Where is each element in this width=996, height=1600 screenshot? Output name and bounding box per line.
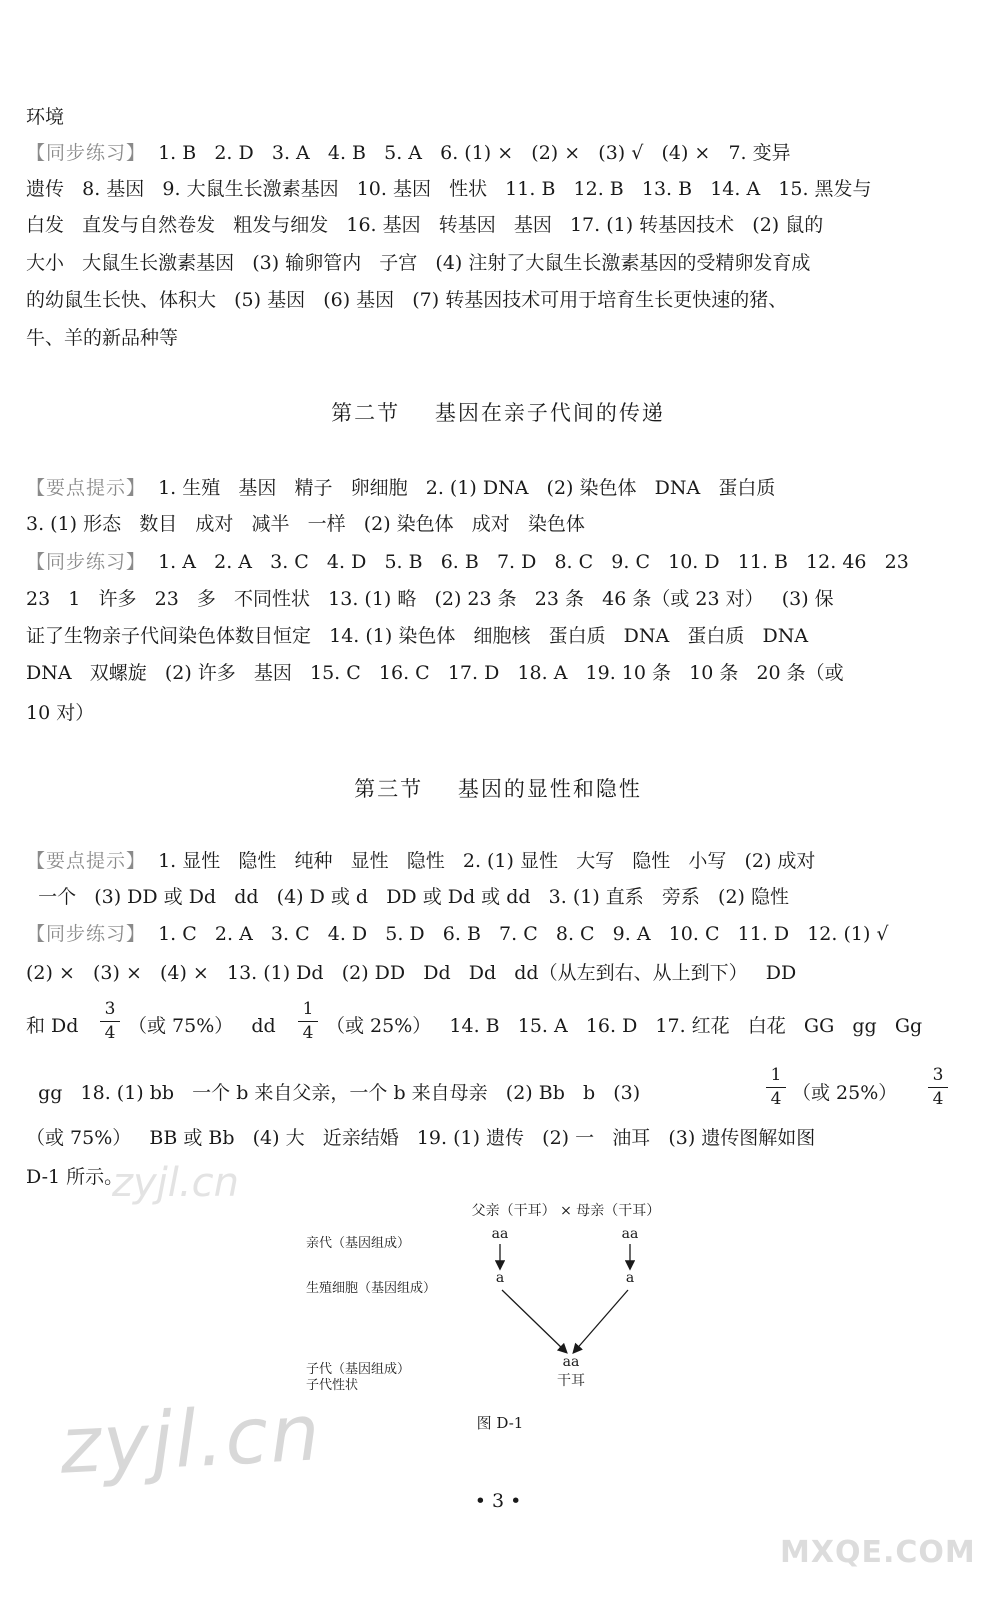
text-line: 23 1 许多 23 多 不同性状 13. (1) 略 (2) 23 条 23 条 46 条（或 23 对） (3) 保 xyxy=(26,588,834,610)
fraction-numerator: 3 xyxy=(932,1065,944,1085)
text-line: 一个 (3) DD 或 Dd dd (4) D 或 d DD 或 Dd 或 dd 3. (1) 直系 旁系 (2) 隐性 xyxy=(26,886,789,908)
fraction-numerator: 1 xyxy=(770,1065,782,1085)
watermark-stamp: MXQE.COM xyxy=(780,1535,976,1570)
fraction-denominator: 4 xyxy=(104,1023,116,1043)
watermark-logo-small: zyjl.cn xyxy=(112,1160,239,1206)
text-line: D-1 所示。 xyxy=(26,1166,124,1188)
arrow-father-gamete-to-child xyxy=(502,1290,566,1352)
section-title: 第三节 基因的显性和隐性 xyxy=(354,777,642,801)
text-line: （或 75%） dd xyxy=(128,1015,276,1037)
answers-text: 1. A 2. A 3. C 4. D 5. B 6. B 7. D 8. C 9. C 10. D 11. B 12. 46 23 xyxy=(146,551,909,573)
text-line: 3. (1) 形态 数目 成对 减半 一样 (2) 染色体 成对 染色体 xyxy=(26,513,585,535)
fraction-denominator: 4 xyxy=(932,1089,944,1109)
answers-text: 1. C 2. A 3. C 4. D 5. D 6. B 7. C 8. C 9. A 10. C 11. D 12. (1) √ xyxy=(146,923,889,945)
diagram-row-label: 亲代（基因组成） xyxy=(306,1236,411,1251)
text-line: 大小 大鼠生长激素基因 (3) 输卵管内 子宫 (4) 注射了大鼠生长激素基因的受精卵发育成 xyxy=(26,252,811,274)
practice-tag: 【同步练习】 xyxy=(26,142,147,164)
text-line: （或 25%） 14. B 15. A 16. D 17. 红花 白花 GG gg Gg xyxy=(326,1015,923,1037)
text-line: 的幼鼠生长快、体积大 (5) 基因 (6) 基因 (7) 转基因技术可用于培育生长更快速的猪、 xyxy=(26,289,788,311)
father-gamete: a xyxy=(495,1270,505,1286)
fraction-denominator: 4 xyxy=(302,1023,314,1043)
text-line: （或 75%） BB 或 Bb (4) 大 近亲结婚 19. (1) 遗传 (2) 一 油耳 (3) 遗传图解如图 xyxy=(26,1127,816,1149)
diagram-parents-header: 父亲（干耳） × 母亲（干耳） xyxy=(471,1203,661,1219)
mother-gamete: a xyxy=(625,1270,635,1286)
text-line: 牛、羊的新品种等 xyxy=(26,327,179,349)
key-points-tag: 【要点提示】 xyxy=(26,850,147,872)
diagram-row-label: 生殖细胞（基因组成） xyxy=(306,1281,437,1296)
page-number: • 3 • xyxy=(474,1490,522,1512)
text-line: 环境 xyxy=(26,106,65,128)
diagram-row-label: 子代性状 xyxy=(306,1378,359,1393)
child-genotype: aa xyxy=(562,1354,580,1370)
text-line: 10 对） xyxy=(26,702,95,724)
text-line: (2) × (3) × (4) × 13. (1) Dd (2) DD Dd Dd dd（从左到右、从上到下） DD xyxy=(26,962,797,984)
text-line: 证了生物亲子代间染色体数目恒定 14. (1) 染色体 细胞核 蛋白质 DNA 蛋白质 DNA xyxy=(26,625,809,647)
section-title: 第二节 基因在亲子代间的传递 xyxy=(331,401,665,425)
text-line: 和 Dd xyxy=(26,1015,79,1037)
answers-text: 1. 显性 隐性 纯种 显性 隐性 2. (1) 显性 大写 隐性 小写 (2) 成对 xyxy=(146,850,816,872)
fraction-numerator: 3 xyxy=(104,999,116,1019)
text-line: DNA 双螺旋 (2) 许多 基因 15. C 16. C 17. D 18. A 19. 10 条 10 条 20 条（或 xyxy=(26,662,844,684)
fraction-numerator: 1 xyxy=(302,999,314,1019)
figure-caption: 图 D-1 xyxy=(476,1414,524,1432)
father-genotype: aa xyxy=(491,1226,509,1242)
text-line: gg 18. (1) bb 一个 b 来自父亲，一个 b 来自母亲 (2) Bb b (3) xyxy=(26,1082,641,1104)
key-points-tag: 【要点提示】 xyxy=(26,477,147,499)
watermark-logo: zyjl.cn xyxy=(57,1388,324,1492)
diagram-row-label: 子代（基因组成） xyxy=(306,1362,411,1377)
text-line: 白发 直发与自然卷发 粗发与细发 16. 基因 转基因 基因 17. (1) 转基因技术 (2) 鼠的 xyxy=(26,214,824,236)
practice-tag: 【同步练习】 xyxy=(26,923,147,945)
text-line: 遗传 8. 基因 9. 大鼠生长激素基因 10. 基因 性状 11. B 12. B 13. B 14. A 15. 黑发与 xyxy=(26,178,872,200)
arrow-mother-gamete-to-child xyxy=(574,1290,628,1352)
answers-text: 1. B 2. D 3. A 4. B 5. A 6. (1) × (2) × (3) √ (4) × 7. 变异 xyxy=(146,142,791,164)
fraction-denominator: 4 xyxy=(770,1089,782,1109)
answers-text: 1. 生殖 基因 精子 卵细胞 2. (1) DNA (2) 染色体 DNA 蛋白质 xyxy=(146,477,776,499)
mother-genotype: aa xyxy=(621,1226,639,1242)
practice-tag: 【同步练习】 xyxy=(26,551,147,573)
child-trait: 干耳 xyxy=(557,1373,585,1389)
text-line: （或 25%） xyxy=(792,1082,898,1104)
